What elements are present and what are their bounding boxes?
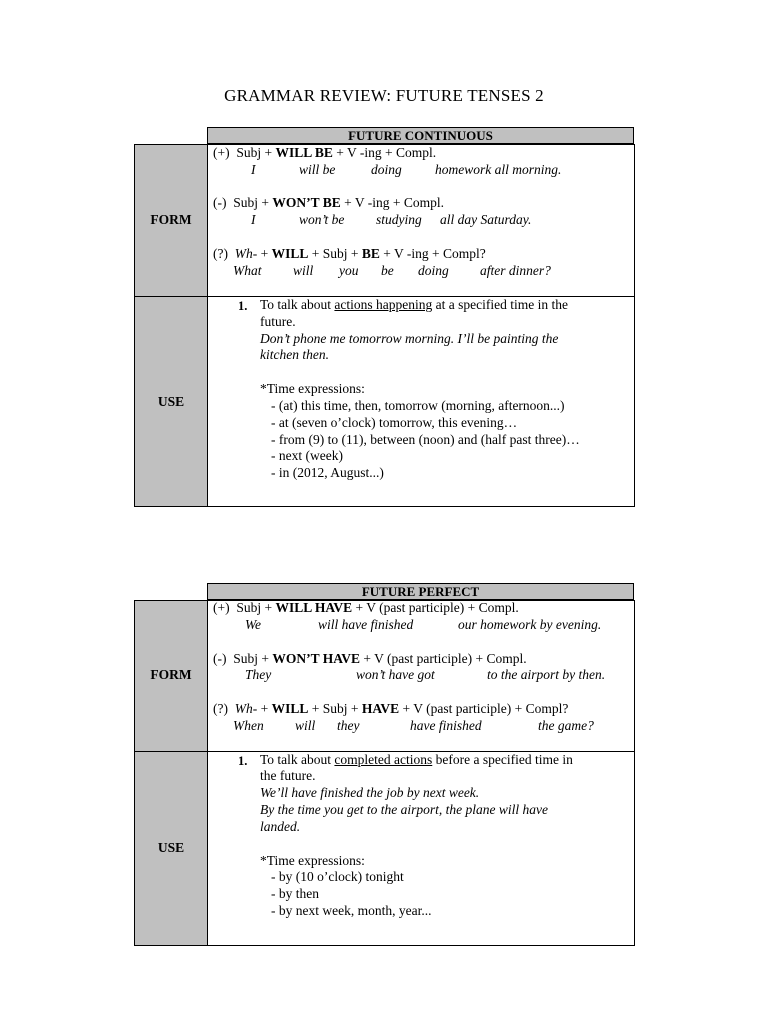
use-number: 1. bbox=[238, 299, 248, 313]
label-column bbox=[134, 144, 208, 506]
negative-example-subject: They bbox=[245, 667, 272, 682]
use-example: kitchen then. bbox=[260, 347, 329, 362]
divider bbox=[634, 600, 635, 946]
use-description: To talk about actions happening at a specified time in the bbox=[260, 297, 568, 312]
time-expression-item: - by then bbox=[271, 886, 319, 901]
label-column bbox=[134, 600, 208, 945]
time-expression-item: - (at) this time, then, tomorrow (morning, afternoon...) bbox=[271, 398, 565, 413]
use-number: 1. bbox=[238, 754, 248, 768]
positive-example-aux: will have finished bbox=[318, 617, 414, 632]
question-example-wh: What bbox=[233, 263, 262, 278]
page-title: GRAMMAR REVIEW: FUTURE TENSES 2 bbox=[224, 86, 544, 105]
positive-example-subject: I bbox=[251, 162, 256, 177]
use-description: To talk about completed actions before a specified time in bbox=[260, 752, 573, 767]
question-rule: (?) Wh- + WILL + Subj + BE + V -ing + Compl? bbox=[213, 246, 486, 261]
time-expression-item: - by next week, month, year... bbox=[271, 903, 432, 918]
question-example-be: be bbox=[381, 263, 394, 278]
use-description-cont: future. bbox=[260, 314, 296, 329]
negative-rule: (-) Subj + WON’T BE + V -ing + Compl. bbox=[213, 195, 445, 210]
positive-example-compl: our homework by evening. bbox=[458, 617, 602, 632]
section-heading: FUTURE CONTINUOUS bbox=[207, 127, 634, 144]
use-label: USE bbox=[157, 394, 185, 409]
question-example-compl: the game? bbox=[538, 718, 594, 733]
form-label: FORM bbox=[150, 667, 192, 682]
positive-rule: (+) Subj + WILL HAVE + V (past participle) + Compl. bbox=[213, 600, 519, 615]
question-example-aux: will bbox=[295, 718, 316, 733]
negative-example-aux: won’t be bbox=[299, 212, 345, 227]
use-example: Don’t phone me tomorrow morning. I’ll be painting the bbox=[260, 331, 559, 346]
time-expression-item: - by (10 o’clock) tonight bbox=[271, 869, 404, 884]
use-example: By the time you get to the airport, the plane will have bbox=[260, 802, 548, 817]
positive-example-compl: homework all morning. bbox=[435, 162, 562, 177]
divider bbox=[134, 506, 634, 507]
negative-example-subject: I bbox=[251, 212, 256, 227]
question-example-aux: will bbox=[293, 263, 314, 278]
question-example-verb: have finished bbox=[410, 718, 482, 733]
form-label: FORM bbox=[150, 212, 192, 227]
negative-example-compl: all day Saturday. bbox=[440, 212, 532, 227]
divider bbox=[634, 144, 635, 507]
positive-example-subject: We bbox=[245, 617, 261, 632]
positive-example-verb: doing bbox=[371, 162, 402, 177]
question-example-wh: When bbox=[233, 718, 264, 733]
positive-example-aux: will be bbox=[299, 162, 336, 177]
use-example: We’ll have finished the job by next week. bbox=[260, 785, 480, 800]
use-example: landed. bbox=[260, 819, 301, 834]
time-expression-item: - next (week) bbox=[271, 448, 343, 463]
question-example-subject: you bbox=[339, 263, 359, 278]
negative-example-verb: studying bbox=[376, 212, 422, 227]
negative-example-aux: won’t have got bbox=[356, 667, 435, 682]
use-description-cont: the future. bbox=[260, 768, 316, 783]
question-rule: (?) Wh- + WILL + Subj + HAVE + V (past participle) + Compl? bbox=[213, 701, 569, 716]
negative-example-compl: to the airport by then. bbox=[487, 667, 606, 682]
positive-rule: (+) Subj + WILL BE + V -ing + Compl. bbox=[213, 145, 437, 160]
negative-rule: (-) Subj + WON’T HAVE + V (past participle) + Compl. bbox=[213, 651, 527, 666]
section-heading: FUTURE PERFECT bbox=[207, 583, 634, 600]
question-example-verb: doing bbox=[418, 263, 449, 278]
time-expressions-heading: *Time expressions: bbox=[260, 381, 365, 396]
divider bbox=[134, 945, 634, 946]
time-expression-item: - in (2012, August...) bbox=[271, 465, 384, 480]
time-expressions-heading: *Time expressions: bbox=[260, 853, 365, 868]
time-expression-item: - from (9) to (11), between (noon) and (half past three)… bbox=[271, 432, 580, 447]
use-label: USE bbox=[157, 840, 185, 855]
question-example-compl: after dinner? bbox=[480, 263, 551, 278]
time-expression-item: - at (seven o’clock) tomorrow, this evening… bbox=[271, 415, 518, 430]
question-example-subject: they bbox=[337, 718, 360, 733]
